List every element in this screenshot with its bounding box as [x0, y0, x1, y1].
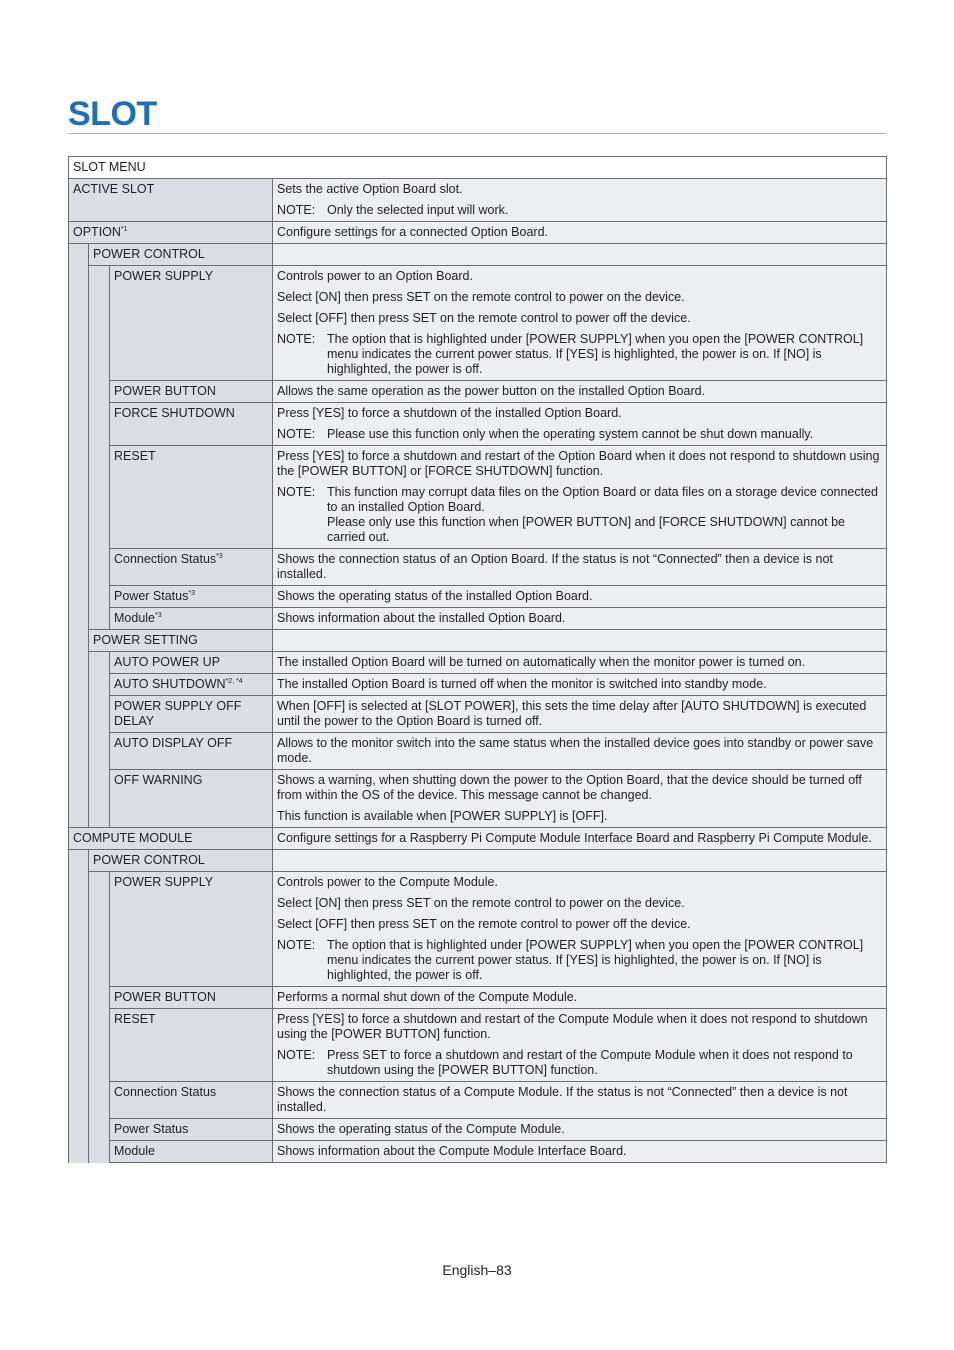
cm-power-status-desc: Shows the operating status of the Compute Module.	[273, 1119, 887, 1141]
table-row	[69, 266, 887, 381]
table-row	[69, 652, 887, 674]
cm-power-control-desc	[273, 850, 887, 872]
label-text: Power Status	[114, 589, 189, 603]
option-power-setting-label: POWER SETTING	[89, 630, 273, 652]
table-row	[69, 403, 887, 446]
table-row	[69, 850, 887, 872]
active-slot-text: Sets the active Option Board slot.	[277, 182, 463, 196]
option-power-control-label: POWER CONTROL	[89, 244, 273, 266]
label-text: Connection Status	[114, 552, 217, 566]
indent-gutter	[69, 850, 89, 872]
indent-gutter	[69, 733, 89, 770]
indent-gutter	[69, 696, 89, 733]
power-supply-off-delay-label: POWER SUPPLY OFF DELAY	[110, 696, 273, 733]
power-supply-off-delay-desc: When [OFF] is selected at [SLOT POWER], this sets the time delay after [AUTO SHUTDOWN] is executed until the power to the Option Board is turned off.	[273, 696, 887, 733]
table-row	[69, 1009, 887, 1082]
title-divider	[68, 133, 886, 134]
indent-gutter	[89, 446, 110, 549]
option-force-shutdown-label: FORCE SHUTDOWN	[110, 403, 273, 446]
table-row	[69, 696, 887, 733]
indent-gutter	[69, 652, 89, 674]
indent-gutter	[69, 1141, 89, 1163]
note	[277, 938, 882, 983]
note-tag: NOTE:	[277, 203, 316, 217]
note-tag: NOTE:	[277, 485, 316, 499]
option-connection-status-desc: Shows the connection status of an Option Board. If the status is not “Connected” then a device is not installed.	[273, 549, 887, 586]
indent-gutter	[89, 1009, 110, 1082]
table-row	[69, 222, 887, 244]
note	[277, 1048, 882, 1078]
indent-gutter	[69, 1009, 89, 1082]
table-row	[69, 446, 887, 549]
option-connection-status-label	[110, 549, 273, 586]
indent-gutter	[89, 770, 110, 828]
cm-power-status-label: Power Status	[110, 1119, 273, 1141]
cm-connection-status-desc: Shows the connection status of a Compute Module. If the status is not “Connected” then a device is not installed.	[273, 1082, 887, 1119]
table-header: SLOT MENU	[69, 157, 887, 179]
option-power-supply-desc	[273, 266, 887, 381]
table-header-row	[69, 157, 887, 179]
indent-gutter	[69, 630, 89, 652]
indent-gutter	[89, 586, 110, 608]
table-row	[69, 586, 887, 608]
indent-gutter	[69, 586, 89, 608]
option-label	[69, 222, 273, 244]
table-row	[69, 770, 887, 828]
option-reset-desc	[273, 446, 887, 549]
auto-display-off-label: AUTO DISPLAY OFF	[110, 733, 273, 770]
auto-power-up-desc: The installed Option Board will be turned on automatically when the monitor power is turned on.	[273, 652, 887, 674]
cm-power-supply-desc	[273, 872, 887, 987]
page-number: English–83	[442, 1262, 512, 1278]
indent-gutter	[89, 987, 110, 1009]
option-force-shutdown-desc	[273, 403, 887, 446]
indent-gutter	[69, 446, 89, 549]
auto-power-up-label: AUTO POWER UP	[110, 652, 273, 674]
note-text: The option that is highlighted under [POWER SUPPLY] when you open the [POWER CONTROL] menu indicates the current power status. If [YES] is highlighted, the power is on. If [NO] is highlighted, the power is off.	[327, 938, 864, 982]
table-row	[69, 1141, 887, 1163]
option-power-setting-desc	[273, 630, 887, 652]
table-row	[69, 1119, 887, 1141]
note-tag: NOTE:	[277, 427, 316, 441]
footnote-mark: *1	[120, 226, 128, 233]
indent-gutter	[69, 872, 89, 987]
desc-line: Controls power to the Compute Module.	[277, 875, 498, 889]
table-row	[69, 828, 887, 850]
table-row	[69, 381, 887, 403]
desc-line: Press [YES] to force a shutdown and restart of the Option Board when it does not respond to shutdown using the [POWER BUTTON] or [FORCE SHUTDOWN] function.	[277, 449, 880, 478]
page-title: SLOT	[68, 95, 157, 133]
footnote-mark: *3	[155, 612, 162, 619]
compute-module-label: COMPUTE MODULE	[69, 828, 273, 850]
indent-gutter	[69, 770, 89, 828]
desc-line: Select [OFF] then press SET on the remote control to power off the device.	[277, 917, 691, 931]
cm-reset-desc	[273, 1009, 887, 1082]
note-text: The option that is highlighted under [POWER SUPPLY] when you open the [POWER CONTROL] menu indicates the current power status. If [YES] is highlighted, the power is on. If [NO] is highlighted, the power is off.	[327, 332, 864, 376]
note-tag: NOTE:	[277, 938, 316, 952]
option-power-button-desc: Allows the same operation as the power button on the installed Option Board.	[273, 381, 887, 403]
table-row	[69, 244, 887, 266]
desc-line: This function is available when [POWER SUPPLY] is [OFF].	[277, 809, 608, 823]
note	[277, 427, 882, 442]
desc-line: Press [YES] to force a shutdown of the installed Option Board.	[277, 406, 622, 420]
table-row	[69, 987, 887, 1009]
off-warning-desc	[273, 770, 887, 828]
auto-shutdown-label	[110, 674, 273, 696]
auto-shutdown-desc: The installed Option Board is turned off when the monitor is switched into standby mode.	[273, 674, 887, 696]
option-power-button-label: POWER BUTTON	[110, 381, 273, 403]
indent-gutter	[69, 381, 89, 403]
desc-line: Select [ON] then press SET on the remote control to power on the device.	[277, 290, 685, 304]
indent-gutter	[89, 1141, 110, 1163]
auto-display-off-desc: Allows to the monitor switch into the same status when the installed device goes into standby or power save mode.	[273, 733, 887, 770]
indent-gutter	[69, 244, 89, 266]
note-text: Please use this function only when the operating system cannot be shut down manually.	[327, 427, 814, 441]
indent-gutter	[69, 1082, 89, 1119]
indent-gutter	[69, 1119, 89, 1141]
note-text: Only the selected input will work.	[327, 203, 509, 217]
cm-power-supply-label: POWER SUPPLY	[110, 872, 273, 987]
indent-gutter	[89, 1082, 110, 1119]
note-tag: NOTE:	[277, 1048, 316, 1062]
table-row	[69, 1082, 887, 1119]
indent-gutter	[89, 266, 110, 381]
label-text: AUTO SHUTDOWN	[114, 677, 226, 691]
option-power-status-label	[110, 586, 273, 608]
table-row	[69, 733, 887, 770]
table-row	[69, 179, 887, 222]
desc-line: Select [OFF] then press SET on the remote control to power off the device.	[277, 311, 691, 325]
indent-gutter	[89, 872, 110, 987]
note-tag: NOTE:	[277, 332, 316, 346]
option-desc: Configure settings for a connected Option Board.	[273, 222, 887, 244]
cm-module-desc: Shows information about the Compute Module Interface Board.	[273, 1141, 887, 1163]
indent-gutter	[69, 266, 89, 381]
active-slot-label: ACTIVE SLOT	[69, 179, 273, 222]
off-warning-label: OFF WARNING	[110, 770, 273, 828]
option-label-text: OPTION	[73, 225, 121, 239]
indent-gutter	[89, 608, 110, 630]
note-text: Press SET to force a shutdown and restart of the Compute Module when it does not respond to shutdown using the [POWER BUTTON] function.	[327, 1048, 853, 1077]
indent-gutter	[69, 674, 89, 696]
cm-power-button-desc: Performs a normal shut down of the Compute Module.	[273, 987, 887, 1009]
active-slot-note	[277, 203, 882, 218]
option-reset-label: RESET	[110, 446, 273, 549]
indent-gutter	[89, 403, 110, 446]
footnote-mark: *3	[188, 590, 195, 597]
desc-line: Controls power to an Option Board.	[277, 269, 473, 283]
cm-reset-label: RESET	[110, 1009, 273, 1082]
indent-gutter	[89, 733, 110, 770]
note-line: Please only use this function when [POWER BUTTON] and [FORCE SHUTDOWN] cannot be carried out.	[327, 515, 846, 544]
cm-power-button-label: POWER BUTTON	[110, 987, 273, 1009]
cm-module-label: Module	[110, 1141, 273, 1163]
indent-gutter	[69, 608, 89, 630]
indent-gutter	[89, 381, 110, 403]
table-row	[69, 630, 887, 652]
cm-power-control-label: POWER CONTROL	[89, 850, 273, 872]
note	[277, 332, 882, 377]
table-row	[69, 872, 887, 987]
footnote-mark: *3	[216, 553, 223, 560]
table-row	[69, 549, 887, 586]
cm-connection-status-label: Connection Status	[110, 1082, 273, 1119]
indent-gutter	[89, 674, 110, 696]
option-power-status-desc: Shows the operating status of the installed Option Board.	[273, 586, 887, 608]
label-text: Module	[114, 611, 155, 625]
indent-gutter	[69, 987, 89, 1009]
table-row	[69, 608, 887, 630]
option-power-supply-label: POWER SUPPLY	[110, 266, 273, 381]
desc-line: Press [YES] to force a shutdown and restart of the Compute Module when it does not respond to shutdown using the [POWER BUTTON] function.	[277, 1012, 868, 1041]
option-module-label	[110, 608, 273, 630]
note-text	[327, 485, 882, 545]
indent-gutter	[89, 549, 110, 586]
slot-menu-table	[68, 156, 887, 1163]
option-module-desc: Shows information about the installed Option Board.	[273, 608, 887, 630]
compute-module-desc: Configure settings for a Raspberry Pi Compute Module Interface Board and Raspberry Pi Compute Module.	[273, 828, 887, 850]
indent-gutter	[69, 549, 89, 586]
table-row	[69, 674, 887, 696]
note-line: This function may corrupt data files on the Option Board or data files on a storage device connected to an installed Option Board.	[327, 485, 879, 514]
option-power-control-desc	[273, 244, 887, 266]
desc-line: Select [ON] then press SET on the remote control to power on the device.	[277, 896, 685, 910]
active-slot-desc	[273, 179, 887, 222]
indent-gutter	[69, 403, 89, 446]
indent-gutter	[89, 1119, 110, 1141]
indent-gutter	[89, 696, 110, 733]
desc-line: Shows a warning, when shutting down the power to the Option Board, that the device should be turned off from within the OS of the device. This message cannot be changed.	[277, 773, 862, 802]
note	[277, 485, 882, 545]
indent-gutter	[89, 652, 110, 674]
footnote-mark: *2, *4	[225, 678, 243, 685]
